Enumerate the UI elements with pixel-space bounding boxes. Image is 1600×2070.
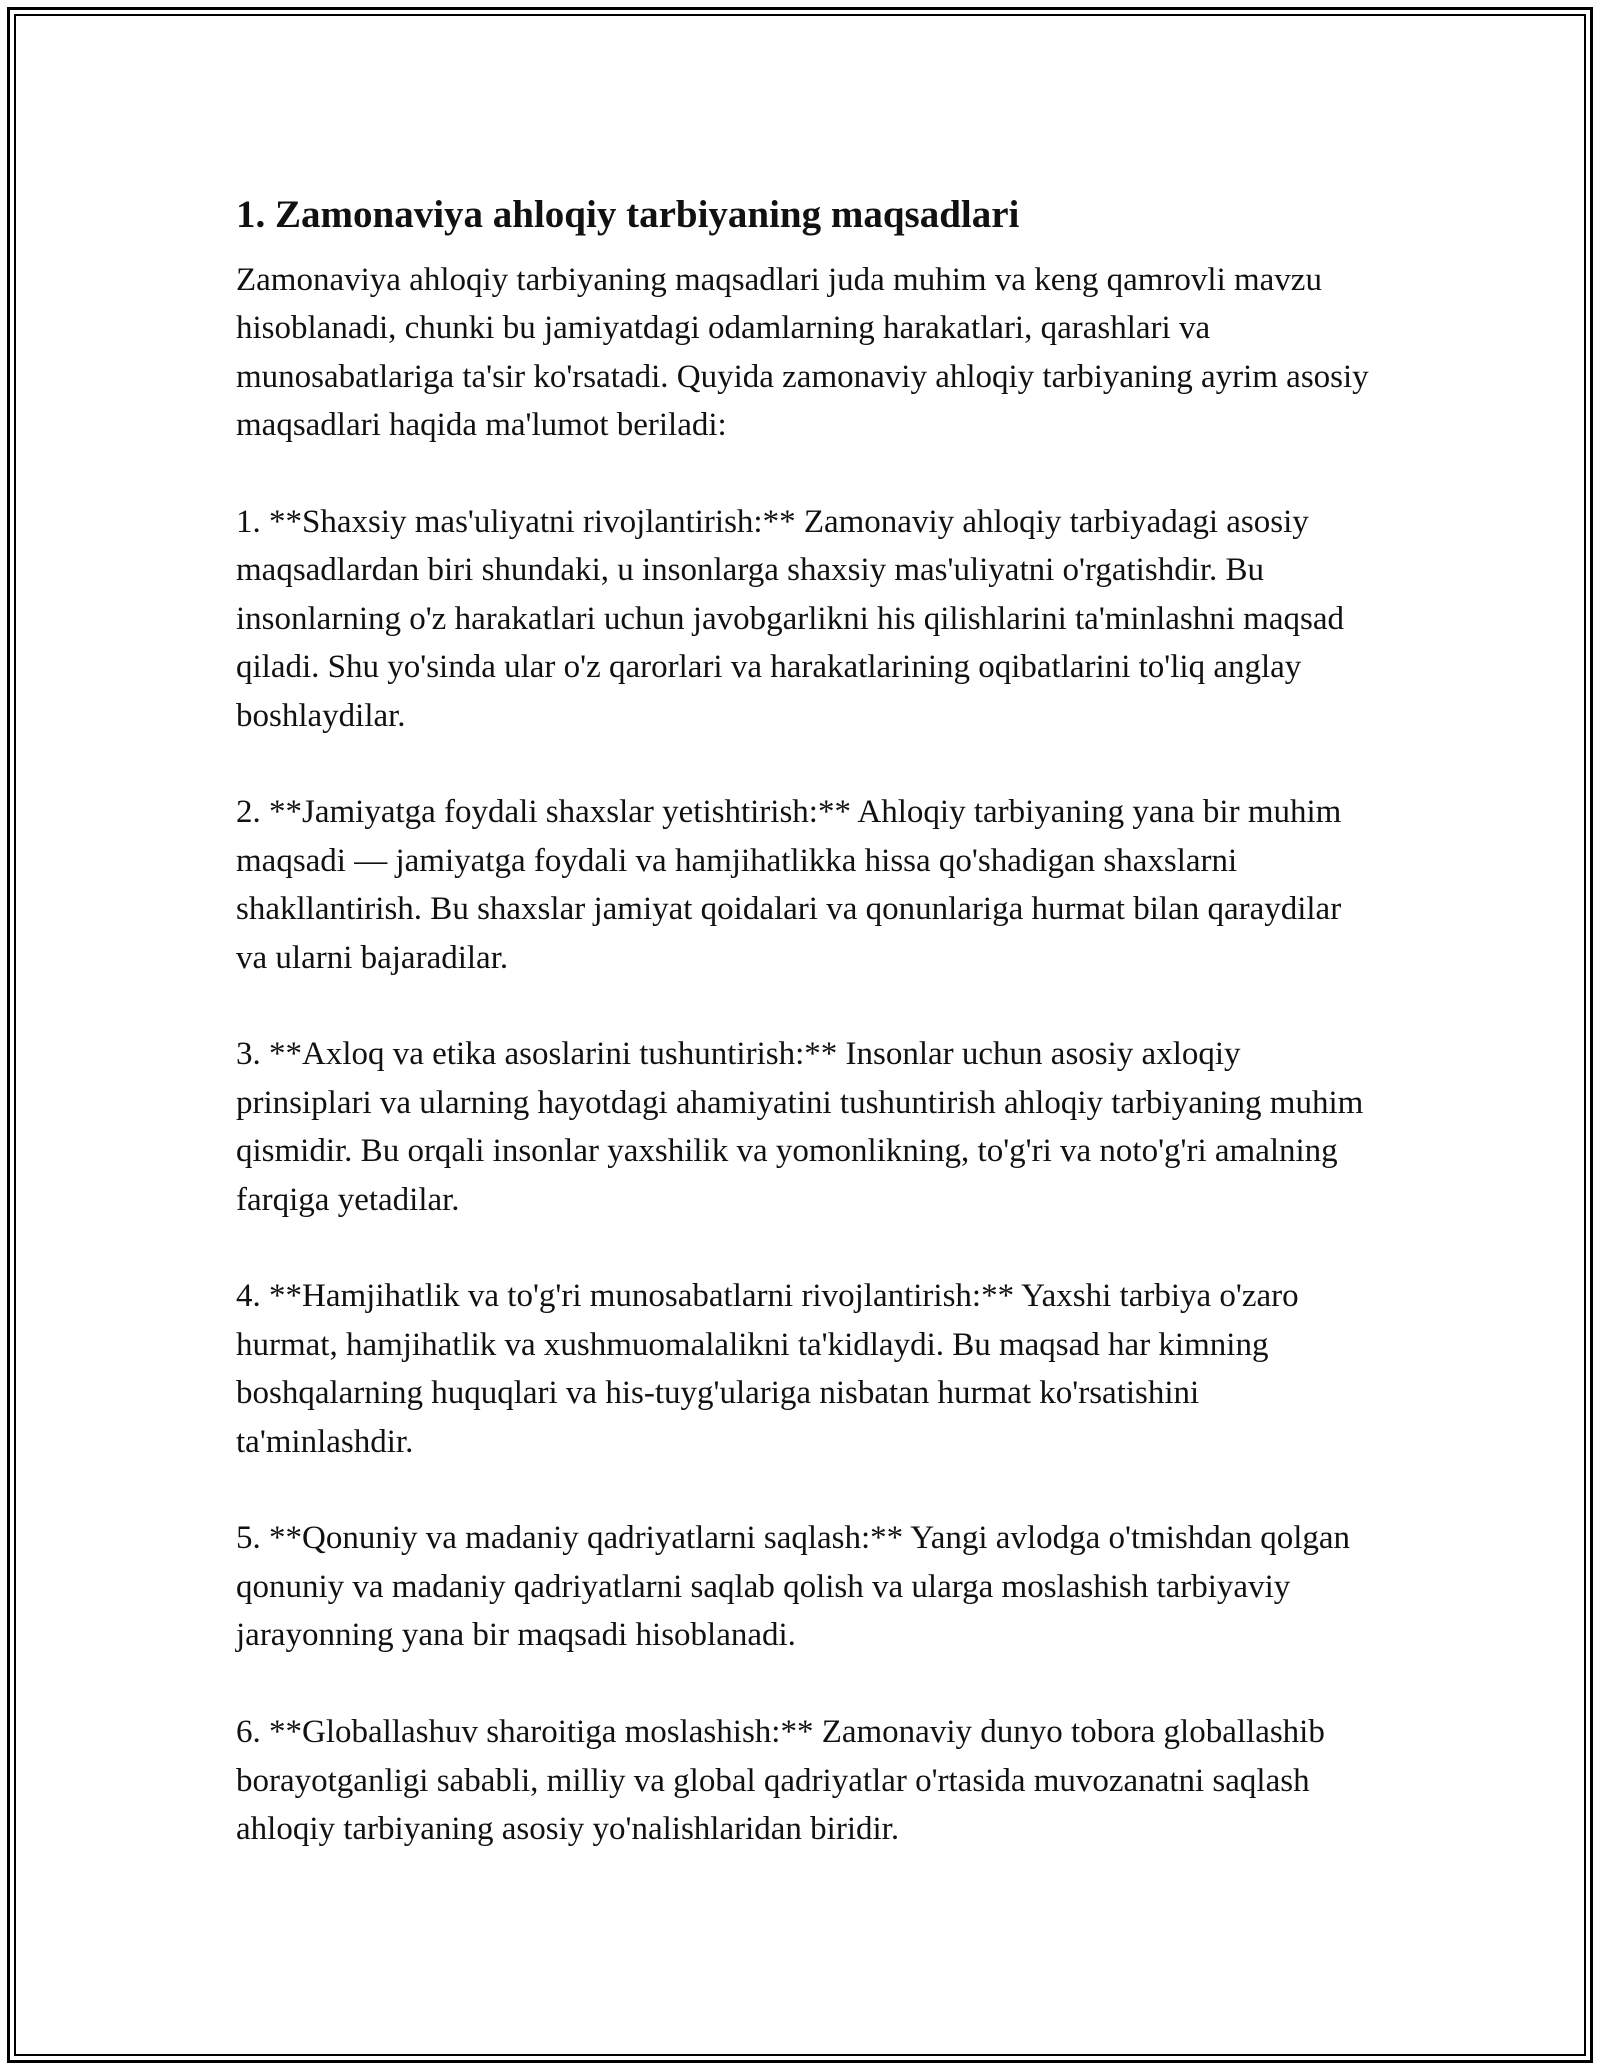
list-item: 3. **Axloq va etika asoslarini tushuntirish:** Insonlar uchun asosiy axloqiy prinsiplari va ularning hayotdagi ahamiyatini tushuntirish ahloqiy tarbiyaning muhim qismidir. Bu orqali insonlar yaxshilik va yomonlikning, to'g'ri va noto'g'ri amalning farqiga yetadilar. bbox=[236, 1036, 1364, 1218]
document-heading: 1. Zamonaviya ahloqiy tarbiyaning maqsadlari bbox=[236, 193, 1020, 236]
list-item: 6. **Globallashuv sharoitiga moslashish:** Zamonaviy dunyo tobora globallashib borayotganligi sababli, milliy va global qadriyatlar o'rtasida muvozanatni saqlash ahloqiy tarbiyaning asosiy yo'nalishlaridan biridir. bbox=[236, 1714, 1325, 1847]
list-item: 5. **Qonuniy va madaniy qadriyatlarni saqlash:** Yangi avlodga o'tmishdan qolgan qonuniy va madaniy qadriyatlarni saqlab qolish va ularga moslashish tarbiyaviy jarayonning yana bir maqsadi hisoblanadi. bbox=[236, 1520, 1351, 1654]
list-item: 2. **Jamiyatga foydali shaxslar yetishtirish:** Ahloqiy tarbiyaning yana bir muhim maqsadi — jamiyatga foydali va hamjihatlikka hissa qo'shadigan shaxslarni shakllantirish. Bu shaxslar jamiyat qoidalari va qonunlariga hurmat bilan qaraydilar va ularni bajaradilar. bbox=[236, 794, 1342, 976]
document-body bbox=[236, 186, 1371, 1902]
intro-paragraph: Zamonaviya ahloqiy tarbiyaning maqsadlari juda muhim va keng qamrovli mavzu hisoblanadi, chunki bu jamiyatdagi odamlarning harakatlari, qarashlari va munosabatlariga ta'sir ko'rsatadi. Quyida zamonaviy ahloqiy tarbiyaning ayrim asosiy maqsadlari haqida ma'lumot beriladi: bbox=[236, 262, 1369, 444]
list-item: 1. **Shaxsiy mas'uliyatni rivojlantirish:** Zamonaviy ahloqiy tarbiyadagi asosiy maqsadlardan biri shundaki, u insonlarga shaxsiy mas'uliyatni o'rgatishdir. Bu insonlarning o'z harakatlari uchun javobgarlikni his qilishlarini ta'minlashni maqsad qiladi. Shu yo'sinda ular o'z qarorlari va harakatlarining oqibatlarini to'liq anglay boshlaydilar. bbox=[236, 504, 1344, 734]
list-item: 4. **Hamjihatlik va to'g'ri munosabatlarni rivojlantirish:** Yaxshi tarbiya o'zaro hurmat, hamjihatlik va xushmuomalalikni ta'kidlaydi. Bu maqsad har kimning boshqalarning huquqlari va his-tuyg'ulariga nisbatan hurmat ko'rsatishini ta'minlashdir. bbox=[236, 1278, 1299, 1460]
